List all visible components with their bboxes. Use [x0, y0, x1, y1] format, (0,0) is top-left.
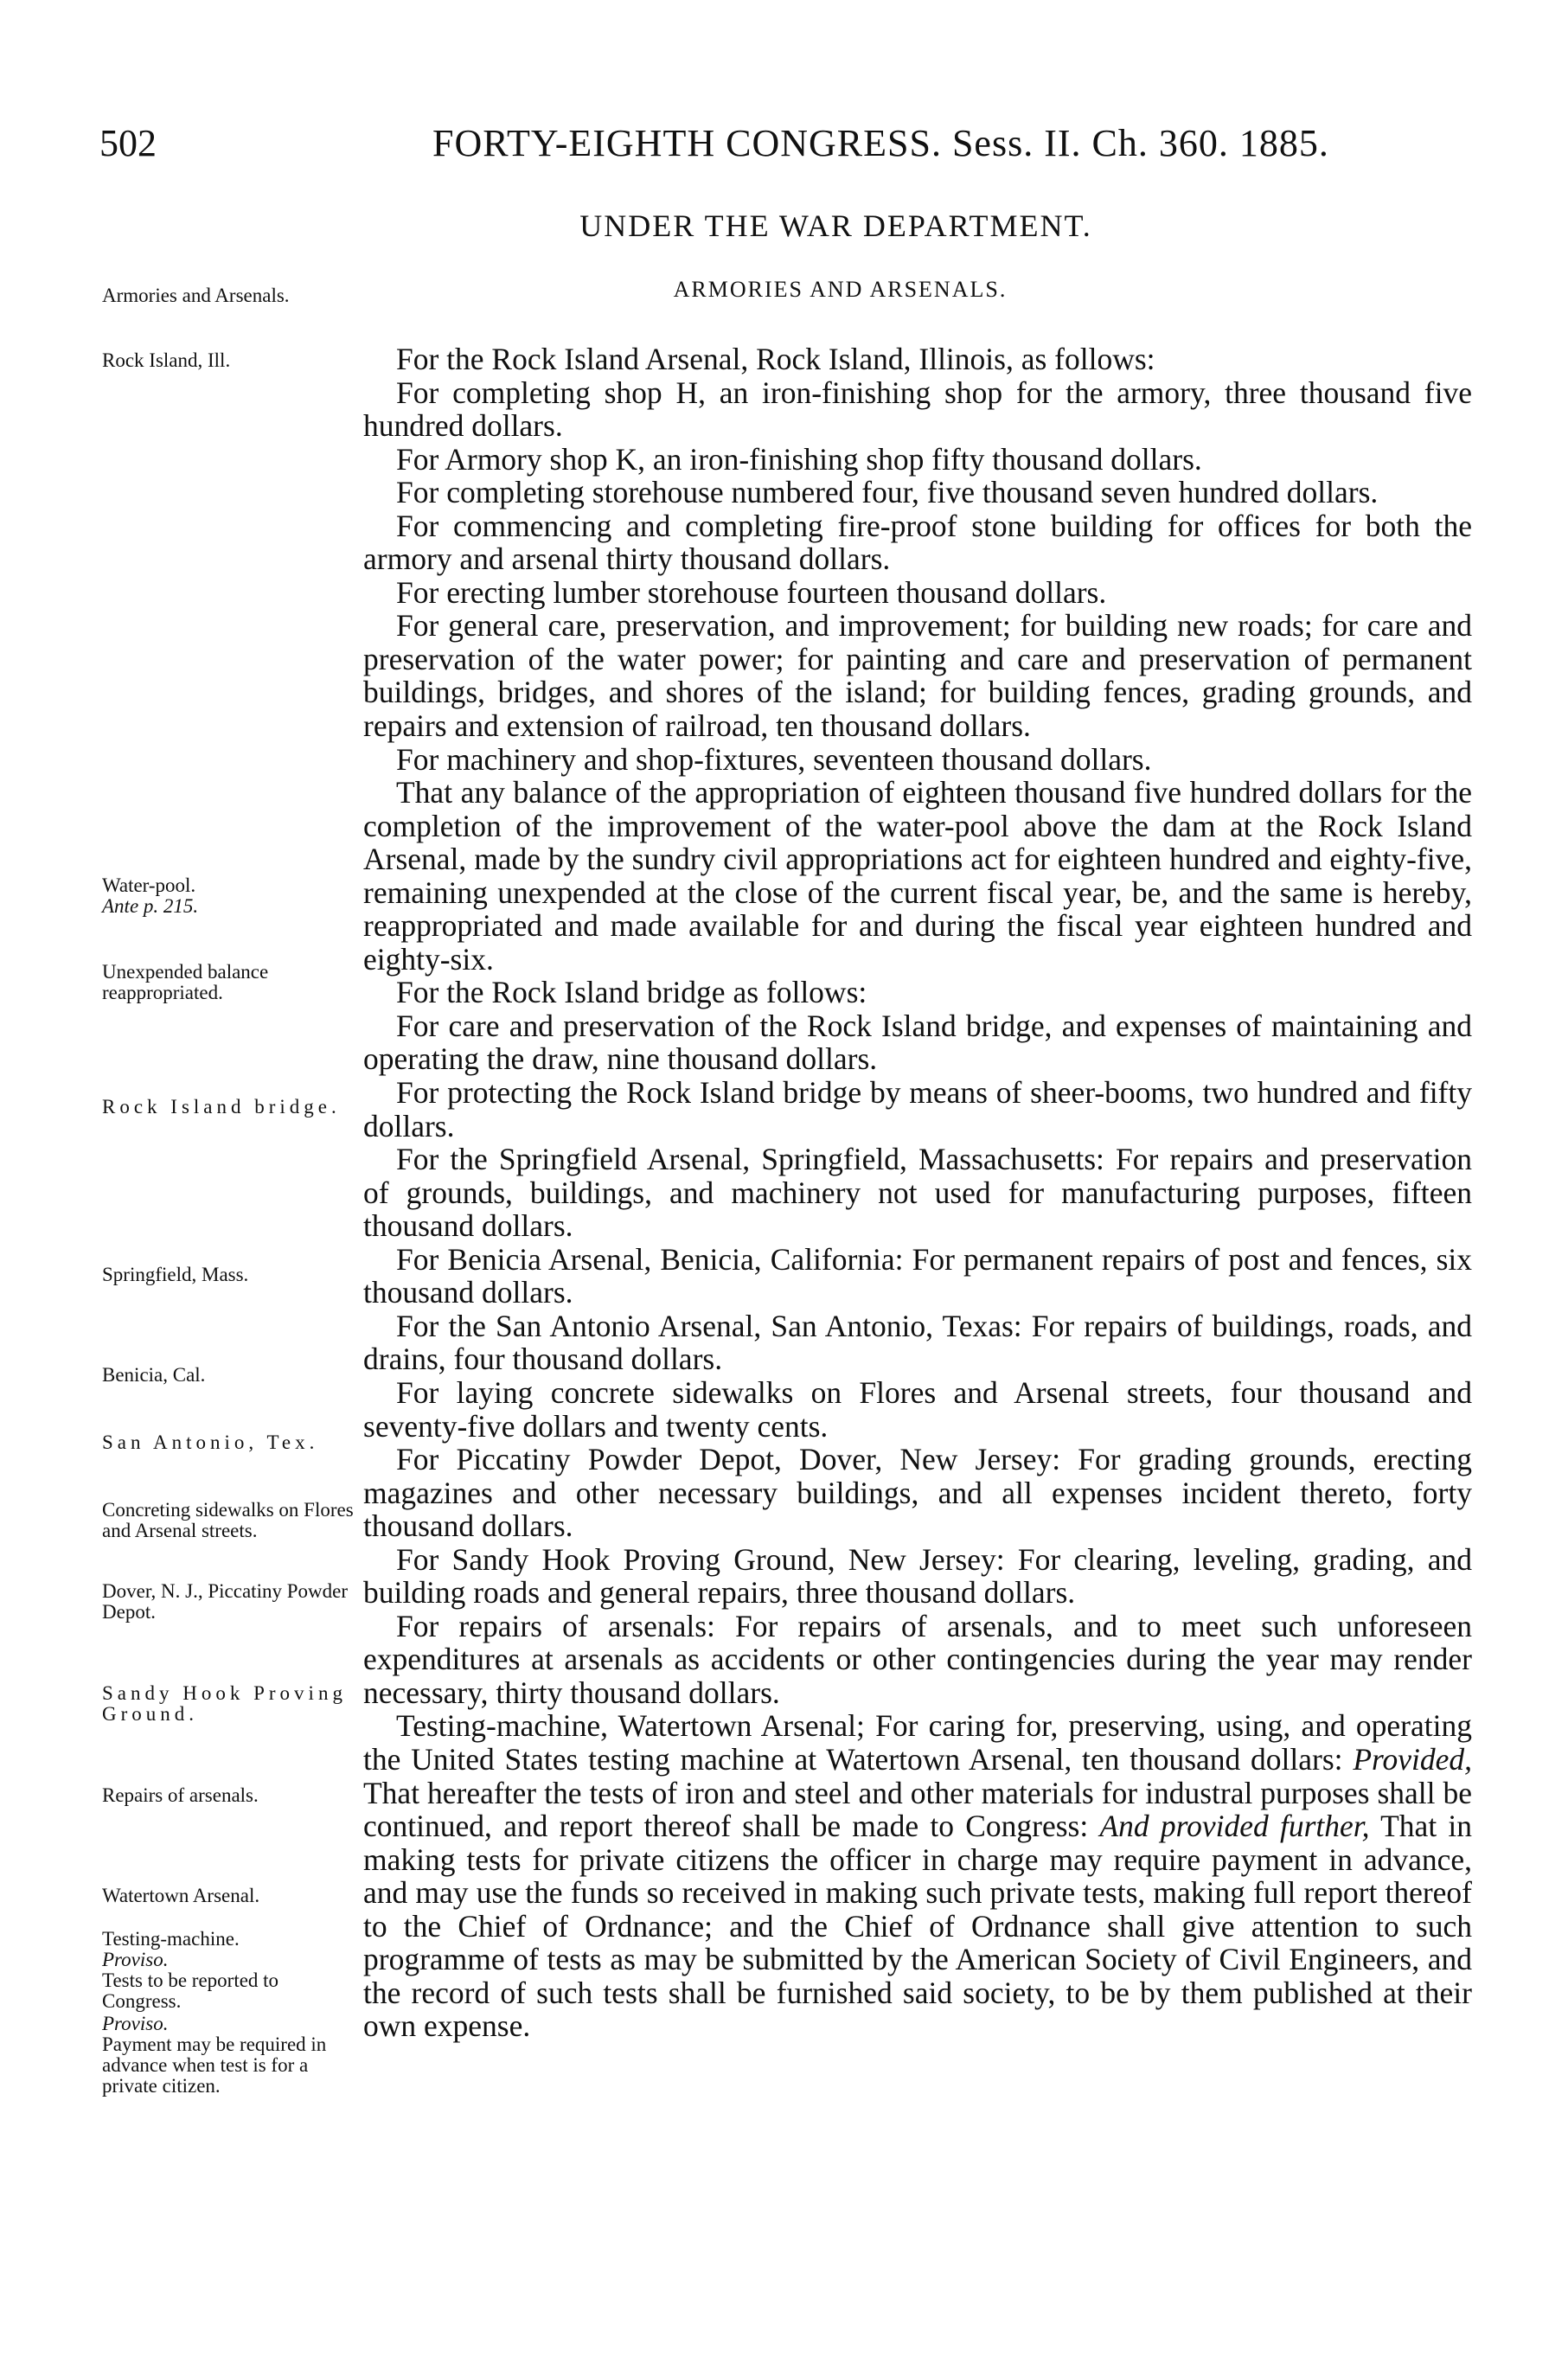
- margin-note-tests-reported: Tests to be reported to Congress.: [102, 1969, 279, 2012]
- margin-note-springfield: Springfield, Mass.: [102, 1264, 249, 1285]
- section-heading: ARMORIES AND ARSENALS.: [673, 277, 1008, 302]
- margin-note-payment: Payment may be required in advance when test is for a private citizen.: [102, 2033, 327, 2097]
- margin-note-testing-machine: Testing-machine.: [102, 1928, 240, 1950]
- department-heading: UNDER THE WAR DEPARTMENT.: [579, 208, 1092, 243]
- paragraph-watertown: Testing-machine, Watertown Arsenal; For caring for, preserving, using, and operating the United States testing machine at Watertown Arsenal, ten thousand dollars: Provided, That hereafter the tests of iron and steel and other materials for industral purposes shall be continued, and report thereof shall be made to Congress: And provided further, That in making tests for private citizens the officer in charge may require payment in advance, and may use the funds so received in making such private tests, making full report thereof to the Chief of Ordnance; and the Chief of Ordnance shall give attention to such programme of tests as may be submitted by the American Society of Civil Engineers, and the record of such tests shall be furnished said society, to be by them published at their own expense.: [363, 1708, 1473, 2044]
- margin-note-watertown: Watertown Arsenal.: [102, 1885, 260, 1906]
- paragraph: For general care, preservation, and improvement; for building new roads; for care and preservation of the water power; for painting and care and preservation of permanent buildings, bridges, and shores of the island; for building fences, grading grounds, and repairs and extension of railroad, ten thousand dollars.: [363, 608, 1472, 744]
- paragraph: For laying concrete sidewalks on Flores and Arsenal streets, four thousand and seventy-five dollars and twenty cents.: [363, 1374, 1472, 1444]
- margin-note-sandy-hook: Sandy Hook Proving Ground.: [102, 1682, 347, 1725]
- page-number: 502: [99, 122, 157, 164]
- margin-note-dover: Dover, N. J., Piccatiny Powder Depot.: [102, 1580, 348, 1623]
- margin-note-rock-island-ill: Rock Island, Ill.: [102, 349, 231, 371]
- paragraph: For the San Antonio Arsenal, San Antonio, Texas: For repairs of buildings, roads, and drains, four thousand dollars.: [363, 1308, 1472, 1377]
- paragraph: For completing shop H, an iron-finishing shop for the armory, three thousand five hundred dollars.: [363, 375, 1472, 444]
- margin-note-water-pool: Water-pool.: [102, 874, 196, 896]
- paragraph: That any balance of the appropriation of eighteen thousand five hundred dollars for the completion of the improvement of the water-pool above the dam at the Rock Island Arsenal, made by the sundry civil appropriations act for eighteen hundred and eighty-five, remaining unexpended at the close of the current fiscal year, be, and the same is hereby, reappropriated and made available for and during the fiscal year eighteen hundred and eighty-six.: [363, 775, 1472, 977]
- margin-note-rock-island-bridge: Rock Island bridge.: [102, 1096, 341, 1118]
- paragraph: For Piccatiny Powder Depot, Dover, New Jersey: For grading grounds, erecting magazines and other necessary buildings, and all expenses incident thereto, forty thousand dollars.: [363, 1442, 1472, 1544]
- margin-note-san-antonio: San Antonio, Tex.: [102, 1431, 319, 1453]
- paragraph: For the Rock Island Arsenal, Rock Island, Illinois, as follows:: [396, 342, 1155, 376]
- paragraph: For care and preservation of the Rock Island bridge, and expenses of maintaining and operating the draw, nine thousand dollars.: [363, 1008, 1472, 1077]
- margin-note-concreting: Concreting sidewalks on Flores and Arsenal streets.: [102, 1499, 354, 1541]
- paragraph: For Armory shop K, an iron-finishing shop fifty thousand dollars.: [396, 441, 1202, 477]
- margin-note-proviso-1: Proviso.: [102, 1949, 169, 1970]
- running-head: FORTY-EIGHTH CONGRESS. Sess. II. Ch. 360. 1885.: [432, 122, 1329, 164]
- margin-note-armories: Armories and Arsenals.: [102, 285, 290, 306]
- paragraph: For Benicia Arsenal, Benicia, California: For permanent repairs of post and fences, six thousand dollars.: [363, 1241, 1472, 1310]
- margin-note-benicia: Benicia, Cal.: [102, 1364, 206, 1386]
- paragraph: For Sandy Hook Proving Ground, New Jersey: For clearing, leveling, grading, and building roads and general repairs, three thousand dollars.: [363, 1541, 1472, 1611]
- paragraph: For machinery and shop-fixtures, seventeen thousand dollars.: [396, 741, 1152, 777]
- margin-note-repairs: Repairs of arsenals.: [102, 1784, 259, 1806]
- margin-note-proviso-2: Proviso.: [102, 2013, 169, 2034]
- margin-note-unexpended: Unexpended balance reappropriated.: [102, 961, 269, 1003]
- paragraph: For completing storehouse numbered four, five thousand seven hundred dollars.: [396, 475, 1379, 510]
- paragraph: For protecting the Rock Island bridge by means of sheer-booms, two hundred and fifty dollars.: [363, 1075, 1472, 1143]
- paragraph: For the Rock Island bridge as follows:: [396, 975, 867, 1010]
- margin-note-ante: Ante p. 215.: [102, 895, 199, 917]
- page-header: [99, 121, 1475, 173]
- paragraph: For repairs of arsenals: For repairs of arsenals, and to meet such unforeseen expenditures at arsenals as accidents or other contingencies during the year may render necessary, thirty thousand dollars.: [363, 1608, 1472, 1710]
- paragraph: For commencing and completing fire-proof stone building for offices for both the armory and arsenal thirty thousand dollars.: [363, 508, 1472, 577]
- paragraph: For erecting lumber storehouse fourteen thousand dollars.: [396, 574, 1107, 610]
- paragraph: For the Springfield Arsenal, Springfield, Massachusetts: For repairs and preservation of grounds, buildings, and machinery not used for manufacturing purposes, fifteen thousand dollars.: [363, 1142, 1472, 1244]
- statute-body: [363, 343, 1472, 2043]
